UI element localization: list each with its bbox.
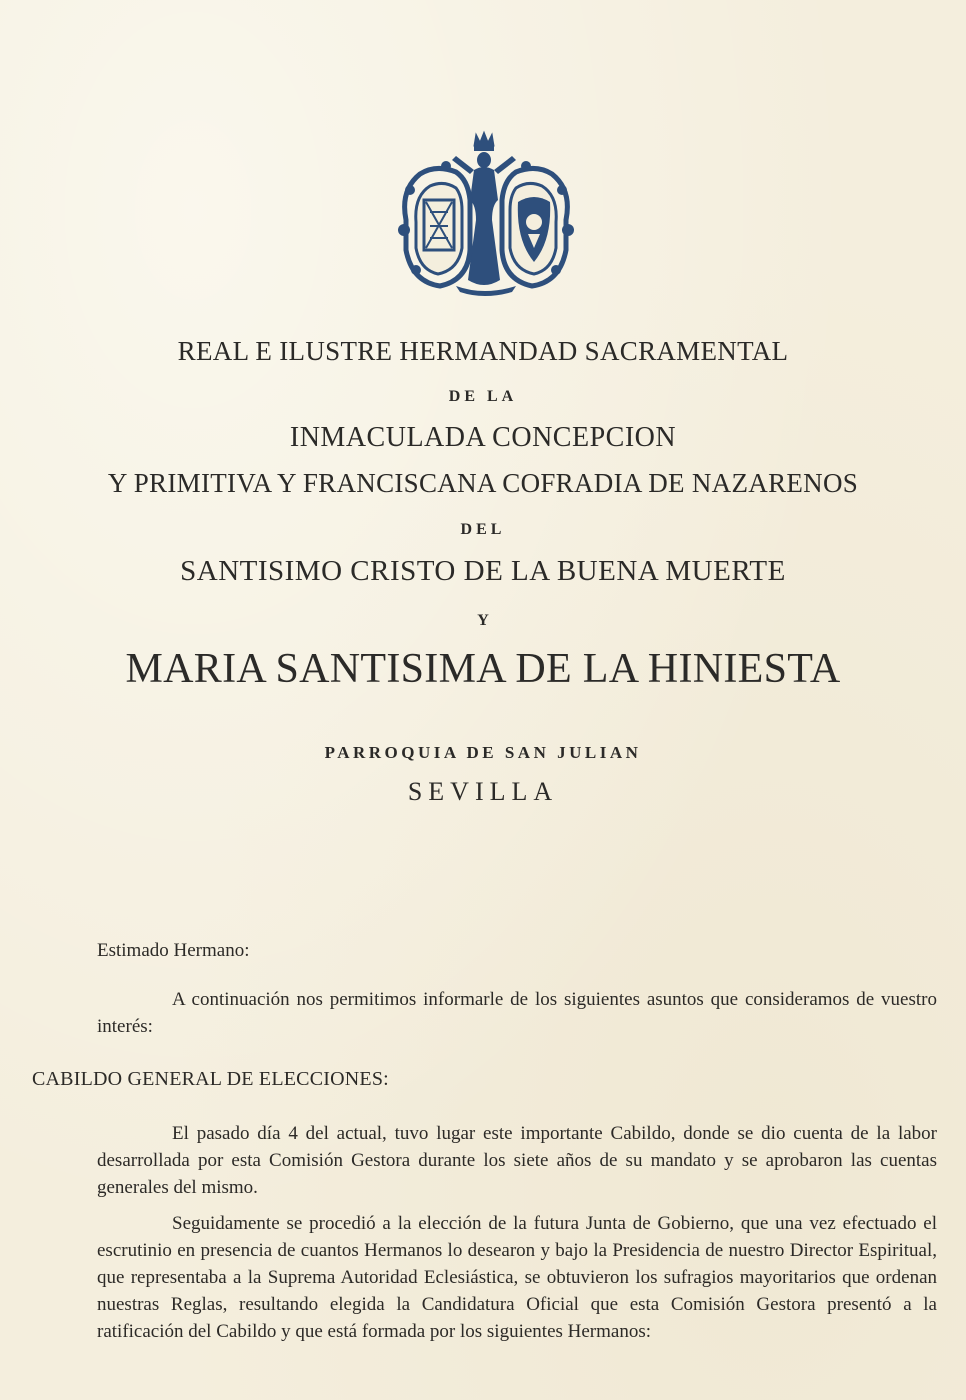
connector-de-la: DE LA xyxy=(448,388,518,405)
parish-line: PARROQUIA DE SAN JULIAN xyxy=(324,743,642,762)
letter-paragraph-2: Seguidamente se procedió a la elección de la futura Junta de Gobierno, que una vez efectuado el escrutinio en presencia de cuantos Hermanos lo desearon y bajo la Presidencia de nuestro Director Espiritual, que representaba a la Suprema Autoridad Eclesiástica, se obtuvieron los sufragios mayoritarios que ordenan nuestras Reglas, resultando elegida la Candidatura Oficial que esta Comisión Gestora presentó a la ratificación del Cabildo y que está formada por los siguientes Hermanos: xyxy=(97,1213,937,1342)
inmaculada-title-line: INMACULADA CONCEPCION xyxy=(289,422,677,453)
city-line: SEVILLA xyxy=(407,777,559,806)
letter-paragraph-1: El pasado día 4 del actual, tuvo lugar este importante Cabildo, donde se dio cuenta de la labor desarrollada por esta Comisión Gestora durante los siete años de su mandato y se aprobaron las cuentas generales del mismo. xyxy=(97,1123,937,1198)
cristo-title-line: SANTISIMO CRISTO DE LA BUENA MUERTE xyxy=(180,555,786,587)
coat-of-arms-icon xyxy=(396,130,576,296)
connector-del: DEL xyxy=(460,521,506,538)
brotherhood-title-line: REAL E ILUSTRE HERMANDAD SACRAMENTAL xyxy=(177,336,789,366)
letter-intro-paragraph: A continuación nos permitimos informarle de los siguientes asuntos que consideramos de vuestro interés: xyxy=(97,989,937,1037)
maria-title-line: MARIA SANTISIMA DE LA HINIESTA xyxy=(125,646,841,692)
cofradia-title-line: Y PRIMITIVA Y FRANCISCANA COFRADIA DE NAZARENOS xyxy=(107,468,859,498)
letter-greeting: Estimado Hermano: xyxy=(97,940,250,961)
section-title: CABILDO GENERAL DE ELECCIONES: xyxy=(32,1068,389,1090)
connector-y: Y xyxy=(477,612,489,629)
